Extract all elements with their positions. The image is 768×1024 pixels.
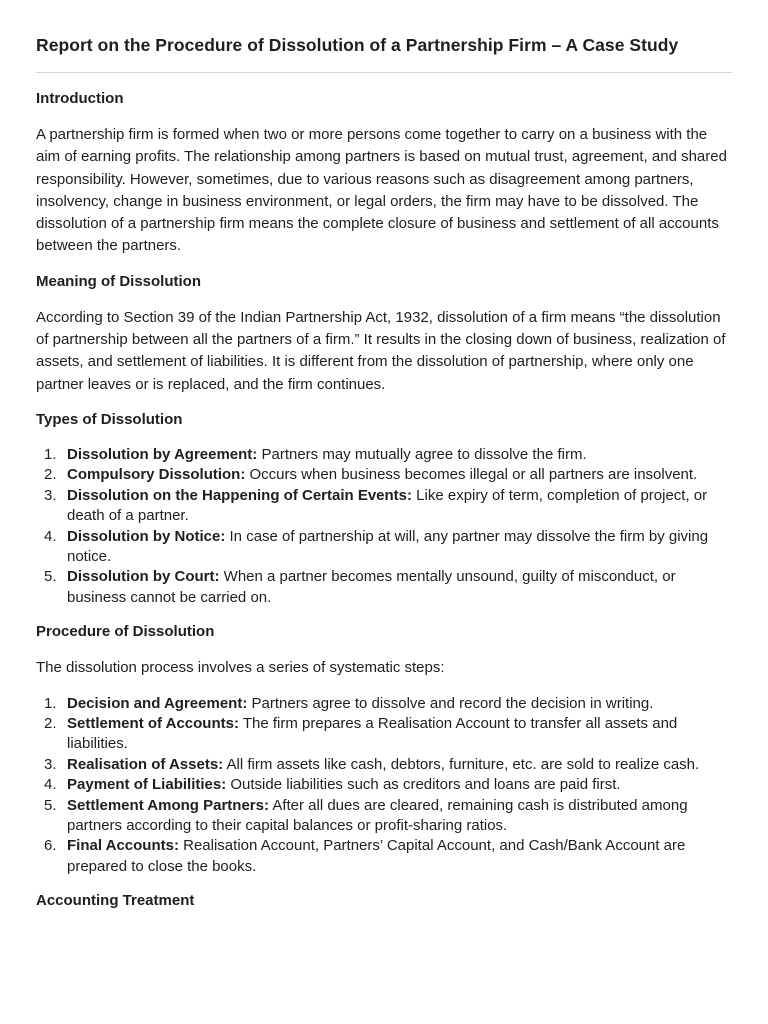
list-item: 4. Dissolution by Notice: In case of partnership at will, any partner may dissolve the firm by giving notice. xyxy=(44,527,709,565)
introduction-paragraph: A partnership firm is formed when two or more persons come together to carry on a business with the aim of earning profits. The relationship among partners is based on mutual trust, agreement, and shared responsibility. However, sometimes, due to various reasons such as disagreement among partners, insolvency, change in business environment, or legal orders, the firm may have to be dissolved. The dissolution of a partnership firm means the complete closure of business and settlement of all accounts between the partners. xyxy=(36,126,727,255)
list-item: 3. Realisation of Assets: All firm assets like cash, debtors, furniture, etc. are sold to realize cash. xyxy=(44,755,700,773)
procedure-intro: The dissolution process involves a series of systematic steps: xyxy=(36,659,445,677)
types-heading: Types of Dissolution xyxy=(36,410,183,428)
procedure-list xyxy=(36,694,732,878)
list-item: 5. Dissolution by Court: When a partner becomes mentally unsound, guilty of misconduct, or business cannot be carried on. xyxy=(44,568,676,606)
list-item: 4. Payment of Liabilities: Outside liabilities such as creditors and loans are paid first. xyxy=(44,776,621,794)
document-title: Report on the Procedure of Dissolution of a Partnership Firm – A Case Study xyxy=(36,35,679,55)
list-item: 3. Dissolution on the Happening of Certain Events: Like expiry of term, completion of project, or death of a partner. xyxy=(44,486,708,525)
list-item: 2. Compulsory Dissolution: Occurs when business becomes illegal or all partners are insolvent. xyxy=(44,466,698,484)
title-divider xyxy=(36,72,732,73)
accounting-heading: Accounting Treatment xyxy=(36,892,195,910)
procedure-heading: Procedure of Dissolution xyxy=(36,623,215,641)
types-list xyxy=(36,445,732,608)
list-item: 1. Dissolution by Agreement: Partners may mutually agree to dissolve the firm. xyxy=(44,445,587,463)
meaning-paragraph: According to Section 39 of the Indian Partnership Act, 1932, dissolution of a firm means “the dissolution of partnership between all the partners of a firm.” It results in the closing down of business, realization of assets, and settlement of liabilities. It is different from the dissolution of partnership, where only one partner leaves or is replaced, and the firm continues. xyxy=(36,308,726,393)
list-item: 5. Settlement Among Partners: After all dues are cleared, remaining cash is distributed among partners according to their capital balances or profit-sharing ratios. xyxy=(44,796,688,834)
list-item: 1. Decision and Agreement: Partners agree to dissolve and record the decision in writing. xyxy=(44,694,654,712)
meaning-heading: Meaning of Dissolution xyxy=(36,272,201,290)
list-item: 6. Final Accounts: Realisation Account, Partners’ Capital Account, and Cash/Bank Account are prepared to close the books. xyxy=(44,837,686,875)
introduction-heading: Introduction xyxy=(36,90,124,107)
list-item: 2. Settlement of Accounts: The firm prepares a Realisation Account to transfer all assets and liabilities. xyxy=(44,714,678,753)
